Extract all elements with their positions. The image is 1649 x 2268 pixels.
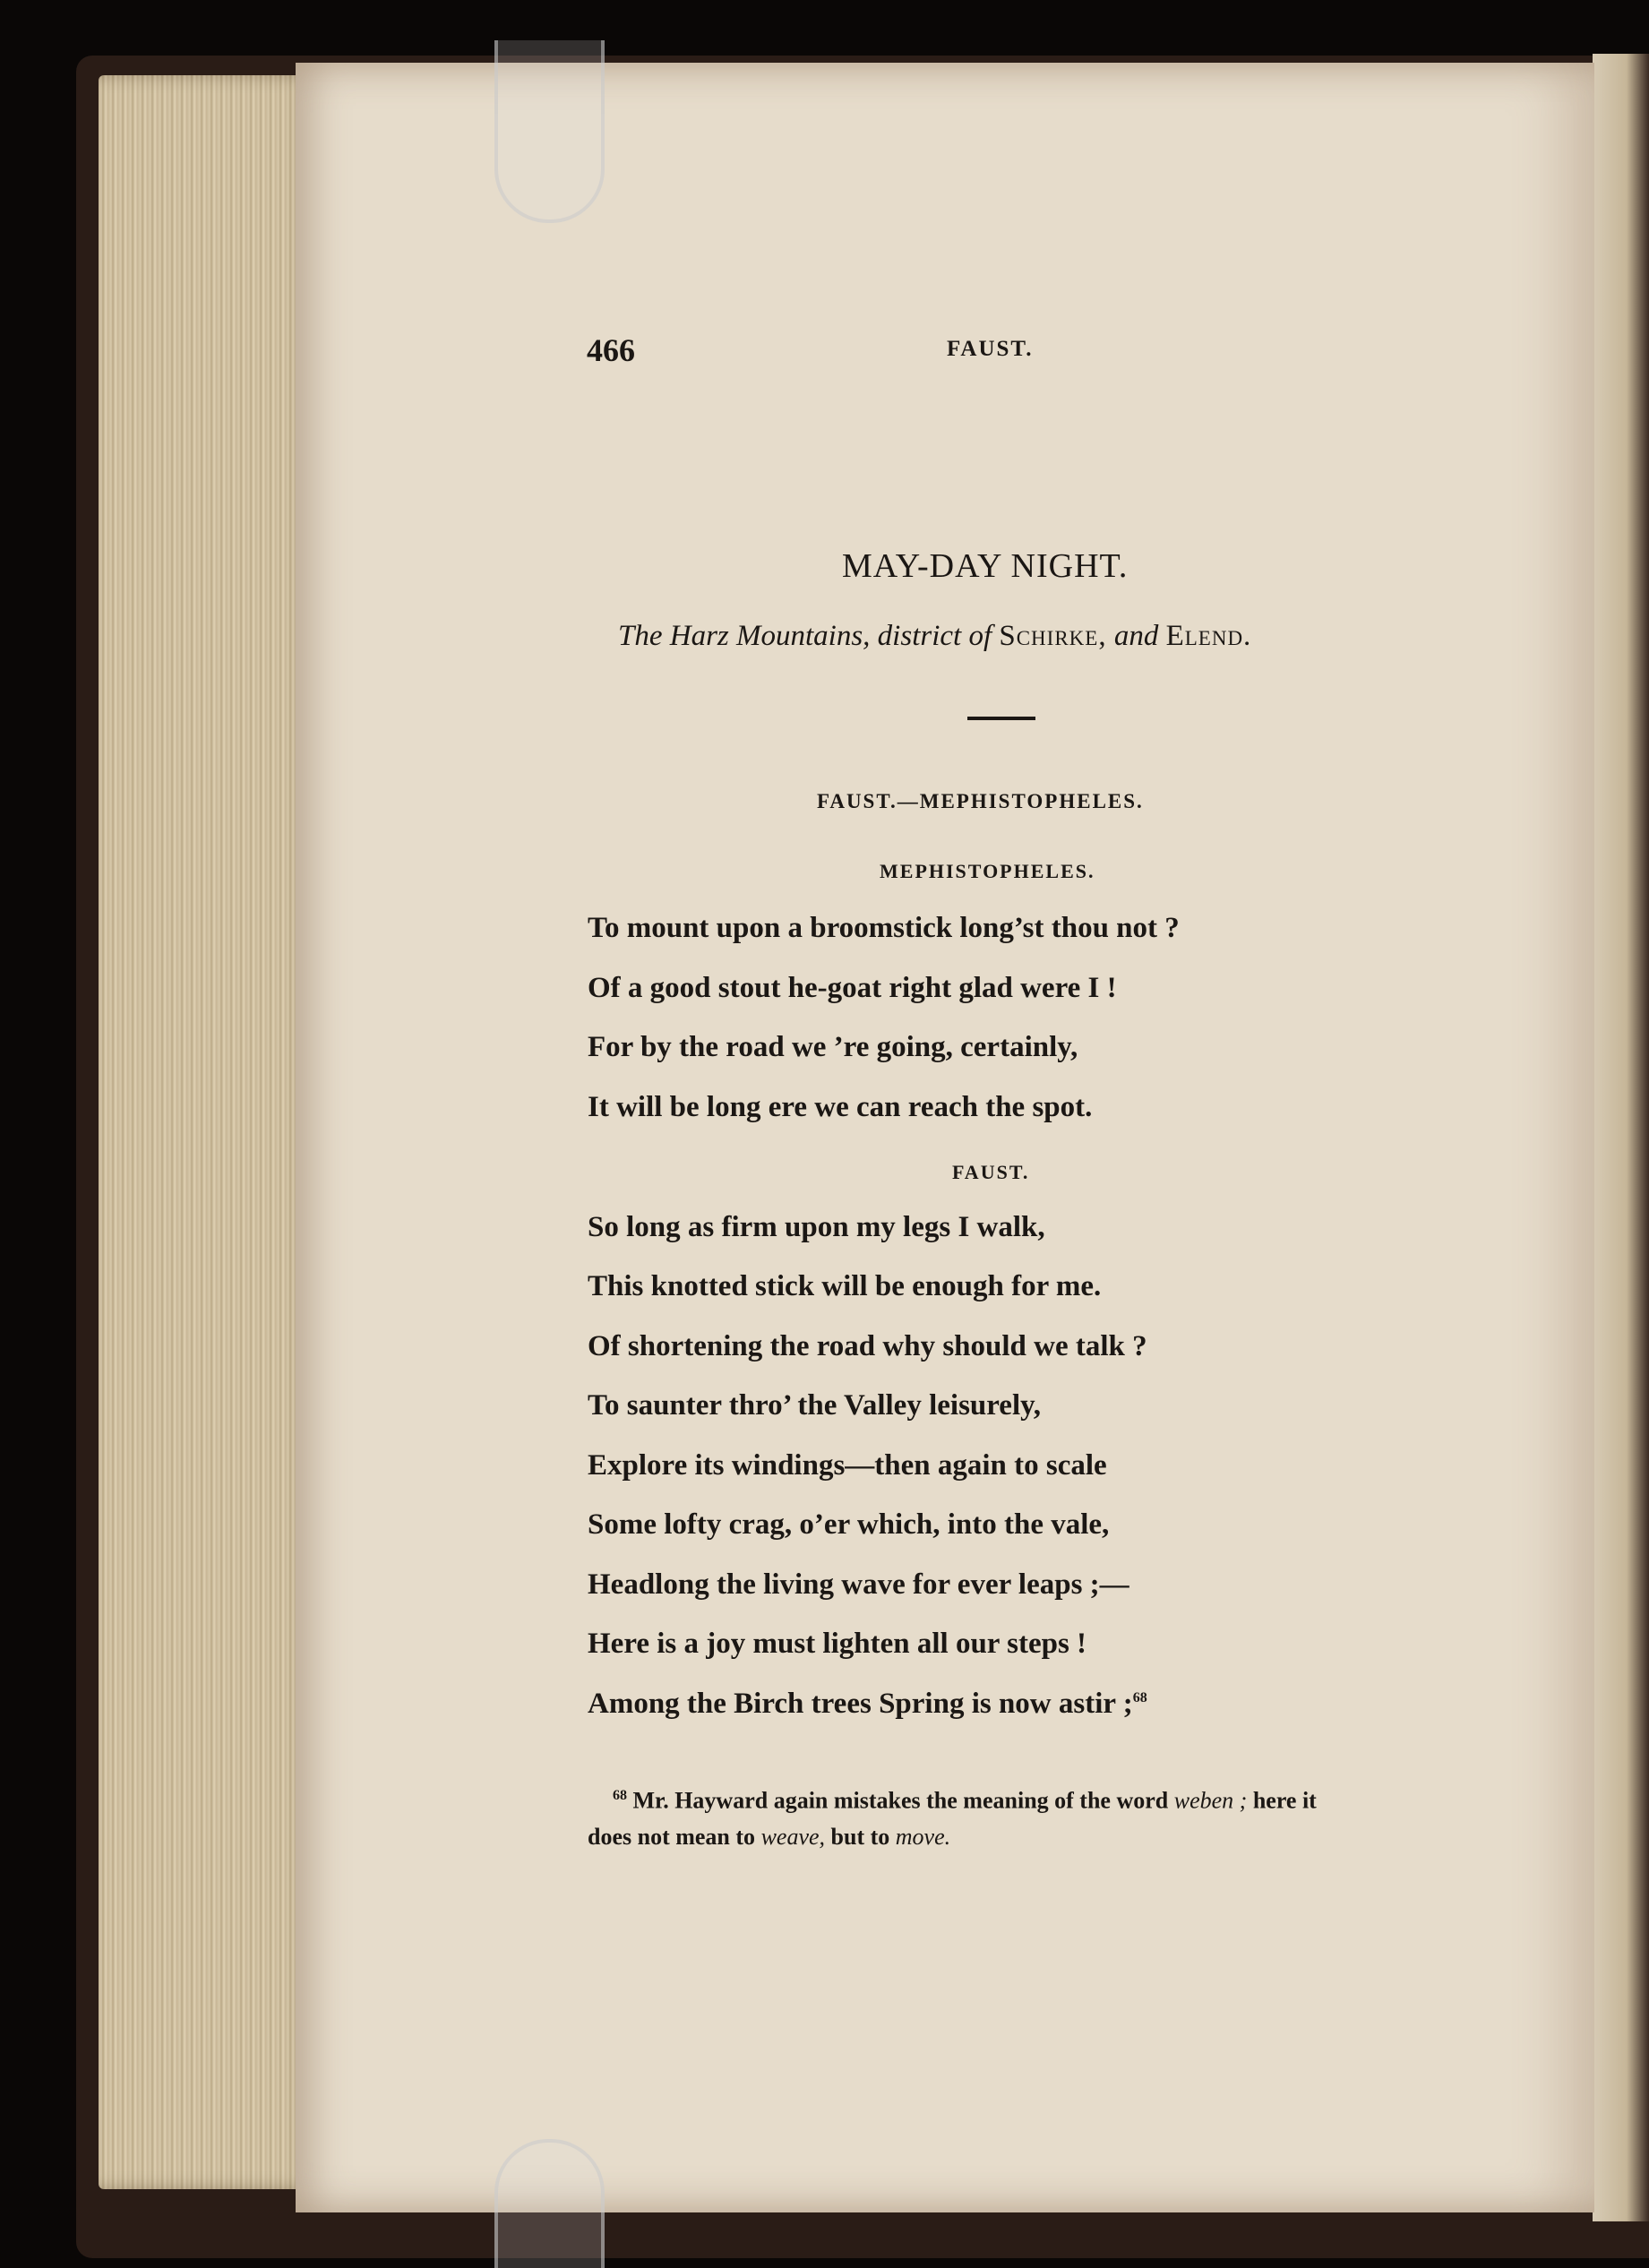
subtitle-italic: The Harz Mountains, district of bbox=[618, 620, 992, 652]
footnote-number: 68 bbox=[613, 1788, 627, 1803]
verse-line: Explore its windings—then again to scale bbox=[588, 1449, 1107, 1482]
verse-line: It will be long ere we can reach the spot. bbox=[588, 1091, 1093, 1123]
section-rule bbox=[967, 717, 1035, 720]
footnote-text: but to bbox=[830, 1823, 890, 1850]
page-clip-bottom bbox=[494, 2139, 605, 2268]
subtitle-and: and bbox=[1113, 620, 1159, 652]
footnote-reference: 68 bbox=[1132, 1690, 1147, 1705]
subtitle-place-elend: Elend. bbox=[1165, 620, 1252, 652]
verse-line: This knotted stick will be enough for me. bbox=[588, 1270, 1102, 1302]
running-head: FAUST. bbox=[947, 337, 1034, 361]
verse-line: Of shortening the road why should we talk ? bbox=[588, 1330, 1147, 1362]
footnote-line-2 bbox=[588, 1819, 1317, 1855]
page-clip-top bbox=[494, 40, 605, 223]
verse-line: For by the road we ’re going, certainly, bbox=[588, 1031, 1078, 1063]
subtitle-place-schirke: Schirke, bbox=[999, 620, 1107, 652]
verse-line: To mount upon a broomstick long’st thou not ? bbox=[588, 912, 1180, 944]
verse-line-text: Among the Birch trees Spring is now astir ; bbox=[588, 1688, 1133, 1720]
verse-line: Headlong the living wave for ever leaps ;— bbox=[588, 1568, 1129, 1601]
book-page bbox=[296, 63, 1594, 2212]
page-edges bbox=[99, 75, 313, 2189]
footnote-line-1 bbox=[588, 1778, 1317, 1819]
scene-subtitle bbox=[618, 620, 1251, 653]
footnote-text: here it bbox=[1252, 1787, 1317, 1814]
footnote-text: does not mean to bbox=[588, 1823, 756, 1850]
verse-line: Some lofty crag, o’er which, into the vale, bbox=[588, 1508, 1110, 1541]
footnote-italic-move: move. bbox=[895, 1823, 951, 1850]
footnote-text: Mr. Hayward again mistakes the meaning of the word bbox=[632, 1787, 1169, 1814]
page-number: 466 bbox=[587, 332, 635, 368]
cast-list: FAUST.—MEPHISTOPHELES. bbox=[817, 790, 1144, 812]
verse-line-with-note bbox=[588, 1688, 1147, 1721]
speaker-mephistopheles: MEPHISTOPHELES. bbox=[880, 860, 1095, 882]
speaker-faust: FAUST. bbox=[952, 1161, 1030, 1183]
footnote-italic-weave: weave, bbox=[760, 1823, 826, 1850]
footnote-italic-weben: weben ; bbox=[1173, 1787, 1248, 1814]
verse-line: Here is a joy must lighten all our steps ! bbox=[588, 1628, 1087, 1660]
facing-page-edge bbox=[1593, 54, 1649, 2221]
verse-line: Of a good stout he-goat right glad were I ! bbox=[588, 972, 1117, 1004]
scene-title: MAY-DAY NIGHT. bbox=[842, 547, 1129, 585]
verse-line: So long as firm upon my legs I walk, bbox=[588, 1211, 1045, 1243]
verse-line: To saunter thro’ the Valley leisurely, bbox=[588, 1389, 1042, 1422]
footnote bbox=[588, 1778, 1317, 1855]
